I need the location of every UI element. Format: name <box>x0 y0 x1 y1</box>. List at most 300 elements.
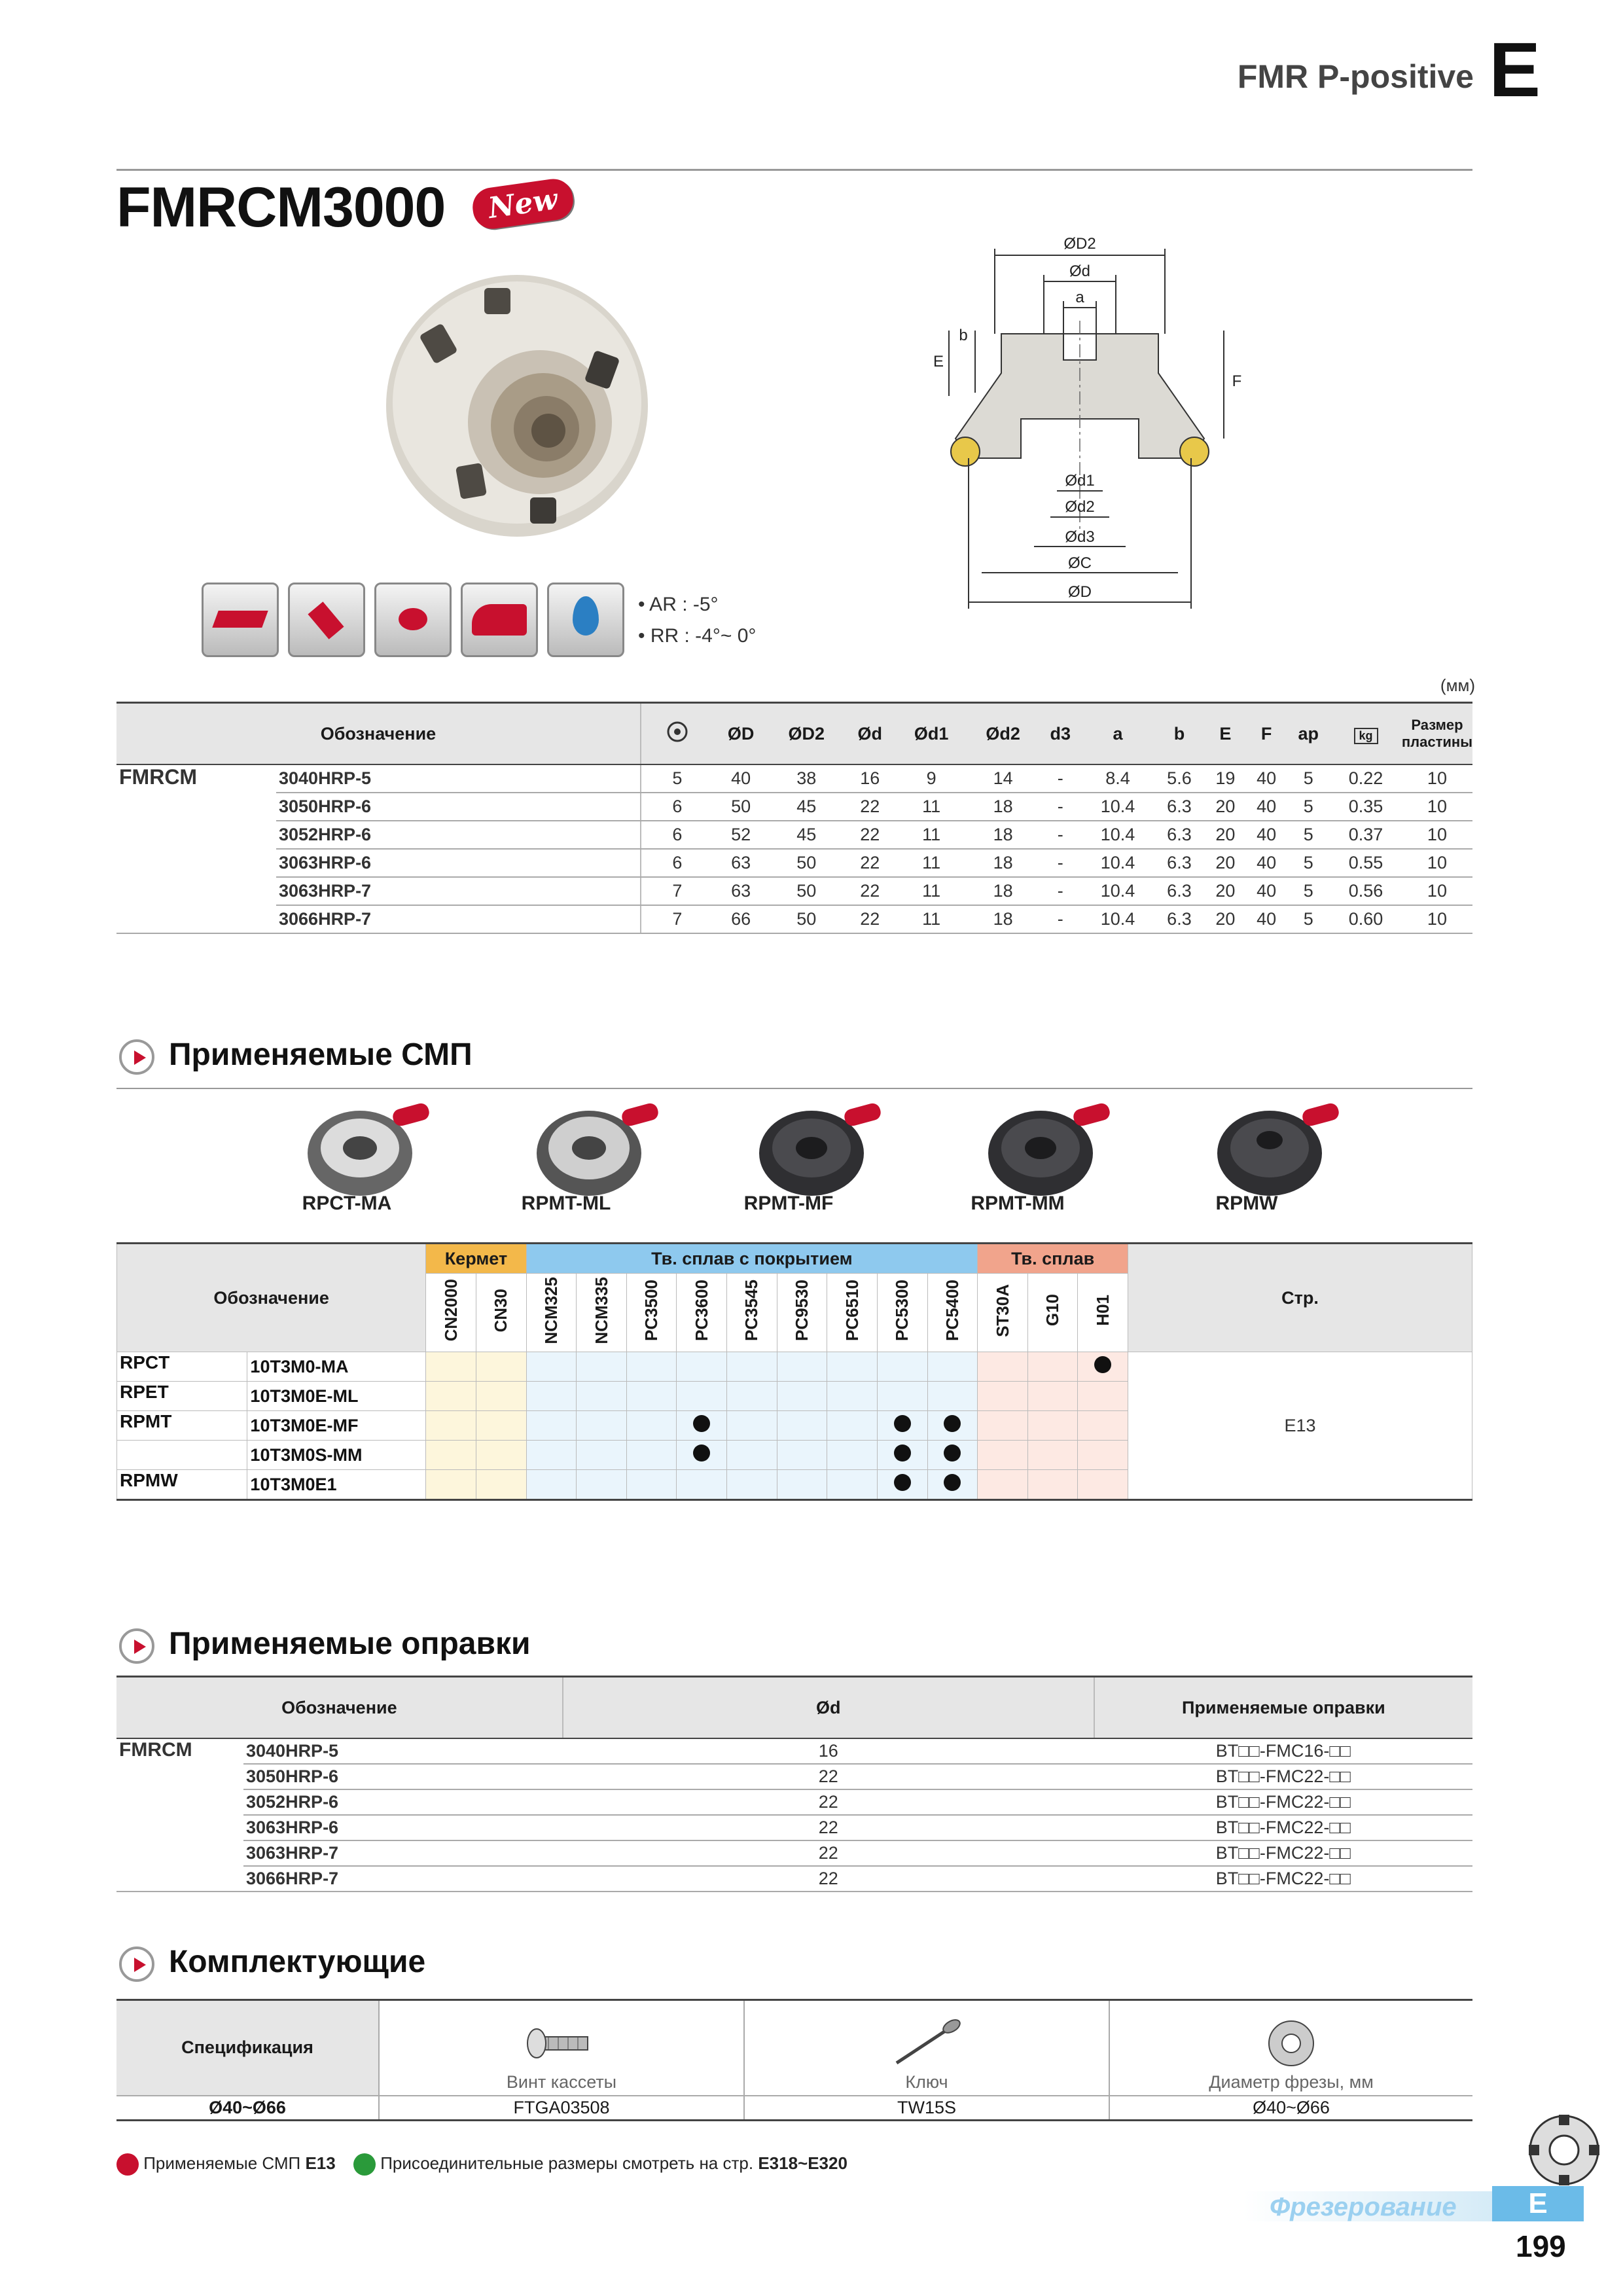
grade-cell <box>426 1382 476 1411</box>
cell: 40 <box>1246 849 1287 877</box>
grade-cell <box>1078 1352 1128 1382</box>
grade-cell <box>626 1470 677 1500</box>
bore-diameter: 22 <box>563 1866 1094 1892</box>
designation: 3063HRP-7 <box>276 877 641 905</box>
table-row <box>116 1866 1472 1892</box>
grade-cell <box>476 1470 526 1500</box>
cell: 6.3 <box>1154 877 1205 905</box>
grade-cell <box>777 1352 827 1382</box>
footer-note-1 <box>116 2153 336 2176</box>
parts-table <box>116 1999 1472 2121</box>
key-label: Ключ <box>905 2072 948 2092</box>
dim-label: F <box>1232 372 1242 390</box>
grade-cell <box>526 1441 577 1470</box>
dim-label: Ød1 <box>1065 472 1095 490</box>
bore-diameter: 16 <box>563 1738 1094 1764</box>
designation: 3063HRP-6 <box>243 1815 563 1840</box>
cell: 10 <box>1402 764 1472 793</box>
grade-header <box>727 1274 777 1352</box>
insert-code: 10T3M0S-MM <box>247 1441 426 1470</box>
insert-rpct-ma-image <box>301 1101 432 1199</box>
table-row <box>116 1738 1472 1764</box>
grade-cell <box>827 1352 878 1382</box>
grade-cell <box>626 1382 677 1411</box>
grade-cell <box>777 1411 827 1441</box>
diameter-label: Диаметр фрезы, мм <box>1209 2072 1374 2092</box>
arbor-code: BT□□-FMC22-□□ <box>1094 1789 1472 1815</box>
cell: 0.60 <box>1330 905 1402 933</box>
cell: 10 <box>1402 877 1472 905</box>
profile-milling-icon <box>461 583 538 657</box>
header-title: FMR P-positive <box>1237 58 1474 95</box>
table-row <box>116 849 1472 877</box>
grade-cell <box>476 1411 526 1441</box>
grade-cell <box>577 1470 627 1500</box>
face-milling-icon <box>202 583 279 657</box>
note-ref: E13 <box>305 2153 336 2173</box>
grade-header <box>1027 1274 1078 1352</box>
grade-cell <box>426 1411 476 1441</box>
grade-cell <box>877 1411 927 1441</box>
cell: 50 <box>768 905 844 933</box>
grade-cell <box>626 1441 677 1470</box>
insert-rpmt-mm-image <box>982 1101 1113 1199</box>
note-text: Применяемые СМП <box>143 2153 301 2173</box>
cell: 18 <box>967 877 1039 905</box>
coolant-icon <box>547 583 624 657</box>
arbor-code: BT□□-FMC22-□□ <box>1094 1815 1472 1840</box>
cell: 11 <box>895 821 967 849</box>
grade-cell <box>727 1411 777 1441</box>
cell: 6 <box>641 821 713 849</box>
cell: 10.4 <box>1082 877 1154 905</box>
col-header: E <box>1205 703 1246 765</box>
grade-cell <box>777 1382 827 1411</box>
cell: 20 <box>1205 793 1246 821</box>
grade-cell <box>476 1352 526 1382</box>
table-row <box>116 1789 1472 1815</box>
cell: 22 <box>844 905 895 933</box>
designation: 3066HRP-7 <box>276 905 641 933</box>
section-arrow-icon <box>119 1946 154 1982</box>
technical-drawing <box>929 223 1296 628</box>
col-header: Ød2 <box>967 703 1039 765</box>
designation: 3063HRP-6 <box>276 849 641 877</box>
screw-value: FTGA03508 <box>379 2096 744 2121</box>
cell: 20 <box>1205 849 1246 877</box>
table-row <box>116 793 1472 821</box>
cell: 10 <box>1402 821 1472 849</box>
grade-label: PC3600 <box>691 1280 711 1341</box>
grade-cell <box>677 1352 727 1382</box>
cell: 10 <box>1402 793 1472 821</box>
cell: 6.3 <box>1154 821 1205 849</box>
insert-family: RPMW <box>117 1470 247 1500</box>
arbor-code: BT□□-FMC22-□□ <box>1094 1840 1472 1866</box>
dim-label: b <box>959 327 968 344</box>
col-header: Ød1 <box>895 703 967 765</box>
table-row <box>116 1840 1472 1866</box>
cell: 14 <box>967 764 1039 793</box>
footer-note-2 <box>353 2153 847 2176</box>
grade-cell <box>978 1441 1028 1470</box>
availability-dot <box>1094 1356 1111 1373</box>
availability-dot <box>944 1444 961 1462</box>
grade-cell <box>927 1352 978 1382</box>
grade-cell <box>727 1441 777 1470</box>
dim-label: Ød <box>1069 262 1091 280</box>
grade-cell <box>877 1441 927 1470</box>
grade-cell <box>777 1470 827 1500</box>
cell: 6.3 <box>1154 905 1205 933</box>
cell: 10 <box>1402 905 1472 933</box>
cell: 40 <box>1246 793 1287 821</box>
insert-label: RPCT-MA <box>302 1193 392 1214</box>
arrow-circle-icon <box>353 2153 376 2176</box>
cell: 6.3 <box>1154 849 1205 877</box>
cell: 5 <box>1287 793 1330 821</box>
category-letter: E <box>1492 2186 1584 2221</box>
col-header: ØD2 <box>768 703 844 765</box>
shoulder-milling-icon <box>288 583 365 657</box>
table-header <box>116 703 1472 765</box>
cell: 6.3 <box>1154 793 1205 821</box>
cell: 0.22 <box>1330 764 1402 793</box>
bore-diameter: 22 <box>563 1764 1094 1789</box>
dim-label: ØD2 <box>1063 235 1096 253</box>
availability-dot <box>944 1415 961 1432</box>
insert-rpmt-mf-image <box>753 1101 883 1199</box>
cell: - <box>1039 877 1082 905</box>
grade-cell <box>827 1441 878 1470</box>
cell: 45 <box>768 821 844 849</box>
section-title-parts: Комплектующие <box>169 1945 426 1979</box>
cell: 22 <box>844 793 895 821</box>
grade-cell <box>1078 1441 1128 1470</box>
cell: 18 <box>967 793 1039 821</box>
cell: 22 <box>844 877 895 905</box>
grade-label: PC3500 <box>641 1280 662 1341</box>
cell: 52 <box>713 821 768 849</box>
grade-cell <box>626 1352 677 1382</box>
condition-ar: • AR : -5° <box>638 594 719 615</box>
cell: 10.4 <box>1082 793 1154 821</box>
designation: 3063HRP-7 <box>243 1840 563 1866</box>
teeth-count-icon <box>641 703 713 765</box>
group-coated: Тв. сплав с покрытием <box>526 1244 978 1274</box>
grade-cell <box>1027 1352 1078 1382</box>
grade-cell <box>577 1411 627 1441</box>
cell: 40 <box>1246 764 1287 793</box>
cell: 10.4 <box>1082 849 1154 877</box>
cell: 50 <box>713 793 768 821</box>
cell: - <box>1039 821 1082 849</box>
cell: 22 <box>844 821 895 849</box>
cell: 20 <box>1205 905 1246 933</box>
section-divider <box>116 1088 1472 1089</box>
cell: 9 <box>895 764 967 793</box>
key-value: TW15S <box>744 2096 1109 2121</box>
col-header: Ød <box>844 703 895 765</box>
cell: 8.4 <box>1082 764 1154 793</box>
insert-label: RPMW <box>1215 1193 1278 1214</box>
cell: - <box>1039 793 1082 821</box>
grade-cell <box>978 1470 1028 1500</box>
grade-header <box>827 1274 878 1352</box>
weight-icon: kg <box>1330 703 1402 765</box>
cell: 7 <box>641 905 713 933</box>
table-row <box>116 877 1472 905</box>
col-header: ap <box>1287 703 1330 765</box>
grade-cell <box>978 1352 1028 1382</box>
group-carbide: Тв. сплав <box>978 1244 1128 1274</box>
grade-cell <box>1027 1411 1078 1441</box>
grade-header <box>526 1274 577 1352</box>
bore-diameter: 22 <box>563 1789 1094 1815</box>
table-row <box>116 905 1472 933</box>
arbor-code: BT□□-FMC22-□□ <box>1094 1764 1472 1789</box>
cell: 5 <box>641 764 713 793</box>
cell: 45 <box>768 793 844 821</box>
diameter-header <box>1109 2000 1472 2096</box>
designation: 3066HRP-7 <box>243 1866 563 1892</box>
product-title: FMRCM3000 <box>116 176 446 239</box>
grade-header <box>677 1274 727 1352</box>
grade-label: H01 <box>1092 1295 1113 1326</box>
grade-cell <box>1078 1411 1128 1441</box>
page-ref[interactable]: E13 <box>1128 1352 1472 1500</box>
cell: 38 <box>768 764 844 793</box>
cell: 22 <box>844 849 895 877</box>
cutter-image <box>366 262 668 550</box>
cell: 20 <box>1205 877 1246 905</box>
note-text: Присоединительные размеры смотреть на стр. <box>380 2153 754 2173</box>
insert-label: RPMT-ML <box>521 1193 611 1214</box>
page-number: 199 <box>1516 2229 1566 2263</box>
grade-cell <box>727 1352 777 1382</box>
pocket-milling-icon <box>374 583 452 657</box>
insert-rpmw-image <box>1211 1101 1342 1199</box>
availability-dot <box>894 1415 911 1432</box>
grade-cell <box>476 1441 526 1470</box>
spec-header: Спецификация <box>116 2000 379 2096</box>
diameter-value: Ø40~Ø66 <box>1109 2096 1472 2121</box>
designation: 3052HRP-6 <box>276 821 641 849</box>
grade-header <box>426 1274 476 1352</box>
col-header: Обозначение <box>116 703 641 765</box>
grade-header <box>1078 1274 1128 1352</box>
cell: 63 <box>713 849 768 877</box>
availability-dot <box>944 1474 961 1491</box>
table-row <box>116 2096 1472 2121</box>
key-header <box>744 2000 1109 2096</box>
grade-cell <box>827 1382 878 1411</box>
col-header: Размер пластины <box>1402 703 1472 765</box>
grade-table <box>116 1242 1472 1501</box>
cell: 11 <box>895 849 967 877</box>
grade-header <box>476 1274 526 1352</box>
group-cermet: Кермет <box>426 1244 526 1274</box>
grade-cell <box>426 1441 476 1470</box>
cell: 0.55 <box>1330 849 1402 877</box>
grade-label: NCM335 <box>591 1276 611 1344</box>
grade-label: ST30A <box>992 1283 1012 1337</box>
dim-label: E <box>933 353 944 370</box>
insert-rpmt-ml-image <box>530 1101 661 1199</box>
grade-label: CN30 <box>491 1288 511 1333</box>
designation: 3040HRP-5 <box>243 1738 563 1764</box>
screw-label: Винт кассеты <box>506 2072 617 2092</box>
col-header: b <box>1154 703 1205 765</box>
availability-dot <box>693 1415 710 1432</box>
grade-cell <box>577 1352 627 1382</box>
table-row <box>116 1764 1472 1789</box>
insert-code: 10T3M0E-ML <box>247 1382 426 1411</box>
availability-dot <box>693 1444 710 1462</box>
grade-label: PC3545 <box>741 1280 762 1341</box>
col-header: a <box>1082 703 1154 765</box>
section-letter: E <box>1489 27 1541 113</box>
grade-header <box>877 1274 927 1352</box>
grade-cell <box>677 1470 727 1500</box>
cell: 19 <box>1205 764 1246 793</box>
dim-label: Ød2 <box>1065 498 1095 516</box>
cell: 18 <box>967 905 1039 933</box>
grade-cell <box>476 1382 526 1411</box>
screw-header <box>379 2000 744 2096</box>
grade-label: PC5300 <box>892 1280 912 1341</box>
cell: 6 <box>641 849 713 877</box>
grade-cell <box>927 1382 978 1411</box>
dim-label: a <box>1075 289 1084 306</box>
grade-cell <box>526 1470 577 1500</box>
section-arrow-icon <box>119 1628 154 1664</box>
cell: 11 <box>895 877 967 905</box>
grade-header <box>978 1274 1028 1352</box>
cell: 16 <box>844 764 895 793</box>
grade-cell <box>677 1441 727 1470</box>
dimensions-table <box>116 702 1472 934</box>
designation: 3050HRP-6 <box>243 1764 563 1789</box>
section-title-inserts: Применяемые СМП <box>169 1037 473 1072</box>
cell: 11 <box>895 905 967 933</box>
col-header: Применяемые оправки <box>1094 1677 1472 1739</box>
cell: 40 <box>713 764 768 793</box>
note-ref: E318~E320 <box>758 2153 847 2173</box>
col-header: Ød <box>563 1677 1094 1739</box>
wrench-icon <box>887 2017 966 2070</box>
cell: 18 <box>967 849 1039 877</box>
cell: 5 <box>1287 764 1330 793</box>
cell: 5 <box>1287 905 1330 933</box>
grade-cell <box>827 1470 878 1500</box>
arbors-table <box>116 1676 1472 1892</box>
grade-cell <box>1027 1470 1078 1500</box>
table-row <box>116 764 1472 793</box>
cell: 10.4 <box>1082 905 1154 933</box>
insert-family <box>117 1441 247 1470</box>
grade-cell <box>777 1441 827 1470</box>
grade-cell <box>727 1470 777 1500</box>
new-badge: New <box>470 177 575 232</box>
bore-diameter: 22 <box>563 1815 1094 1840</box>
units-label: (мм) <box>1440 675 1475 695</box>
section-title-arbors: Применяемые оправки <box>169 1626 531 1661</box>
cell: 50 <box>768 849 844 877</box>
cell: 0.37 <box>1330 821 1402 849</box>
table-header <box>116 1677 1472 1739</box>
grade-cell <box>978 1382 1028 1411</box>
condition-rr: • RR : -4°~ 0° <box>638 625 757 647</box>
page-header: Стр. <box>1128 1244 1472 1352</box>
application-icons <box>202 583 624 657</box>
grade-cell <box>927 1411 978 1441</box>
cell: 11 <box>895 793 967 821</box>
grade-label: PC6510 <box>842 1280 862 1341</box>
table-row <box>116 1815 1472 1840</box>
col-header: F <box>1246 703 1287 765</box>
designation-header: Обозначение <box>117 1244 426 1352</box>
cell: 20 <box>1205 821 1246 849</box>
arbor-code: BT□□-FMC22-□□ <box>1094 1866 1472 1892</box>
cell: 5.6 <box>1154 764 1205 793</box>
grade-label: PC9530 <box>792 1280 812 1341</box>
header-divider <box>116 169 1472 171</box>
grade-cell <box>626 1411 677 1441</box>
cell: - <box>1039 905 1082 933</box>
grade-cell <box>877 1470 927 1500</box>
grade-cell <box>877 1382 927 1411</box>
cutting-conditions <box>638 589 756 652</box>
cell: 10.4 <box>1082 821 1154 849</box>
cell: 40 <box>1246 821 1287 849</box>
cell: 40 <box>1246 905 1287 933</box>
cell: - <box>1039 764 1082 793</box>
col-header: ØD <box>713 703 768 765</box>
cell: 6 <box>641 793 713 821</box>
grade-cell <box>978 1411 1028 1441</box>
grade-cell <box>426 1352 476 1382</box>
grade-cell <box>1027 1441 1078 1470</box>
arrow-circle-icon <box>116 2153 139 2176</box>
designation: 3052HRP-6 <box>243 1789 563 1815</box>
grade-label: PC5400 <box>942 1280 962 1341</box>
table-header <box>117 1244 1472 1274</box>
cell: 5 <box>1287 821 1330 849</box>
group-label: FMRCM <box>116 764 276 933</box>
dim-label: ØD <box>1068 583 1092 601</box>
grade-header <box>777 1274 827 1352</box>
insert-code: 10T3M0E-MF <box>247 1411 426 1441</box>
insert-label: RPMT-MM <box>971 1193 1065 1214</box>
insert-code: 10T3M0-MA <box>247 1352 426 1382</box>
dim-label: Ød3 <box>1065 528 1095 546</box>
grade-header <box>927 1274 978 1352</box>
grade-cell <box>927 1470 978 1500</box>
grade-cell <box>526 1382 577 1411</box>
cell: 0.35 <box>1330 793 1402 821</box>
designation: 3050HRP-6 <box>276 793 641 821</box>
col-header: Обозначение <box>116 1677 563 1739</box>
cell: - <box>1039 849 1082 877</box>
grade-cell <box>526 1352 577 1382</box>
cell: 63 <box>713 877 768 905</box>
cell: 0.56 <box>1330 877 1402 905</box>
insert-family: RPMT <box>117 1411 247 1441</box>
grade-cell <box>927 1441 978 1470</box>
grade-cell <box>827 1411 878 1441</box>
grade-cell <box>1027 1382 1078 1411</box>
